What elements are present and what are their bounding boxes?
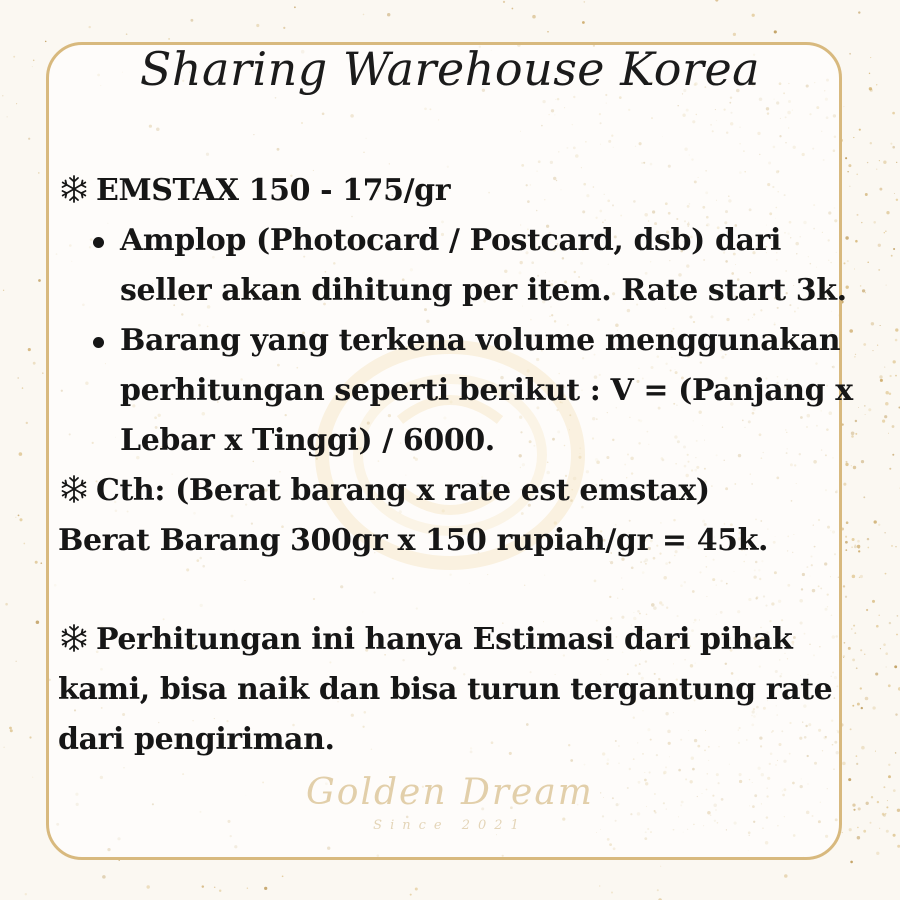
glitter-speck bbox=[885, 231, 886, 232]
glitter-speck bbox=[880, 325, 881, 326]
glitter-speck bbox=[892, 454, 894, 456]
glitter-speck bbox=[862, 289, 865, 292]
glitter-speck bbox=[860, 649, 862, 651]
glitter-speck bbox=[848, 164, 851, 167]
glitter-speck bbox=[885, 813, 886, 814]
glitter-speck bbox=[855, 433, 857, 435]
glitter-speck bbox=[17, 377, 19, 379]
glitter-speck bbox=[35, 561, 38, 564]
glitter-speck bbox=[889, 375, 891, 377]
glitter-speck bbox=[849, 186, 850, 187]
glitter-speck bbox=[843, 106, 844, 107]
glitter-speck bbox=[864, 654, 866, 656]
glitter-speck bbox=[611, 892, 613, 894]
glitter-speck bbox=[858, 407, 859, 408]
glitter-speck bbox=[853, 625, 855, 627]
glitter-speck bbox=[867, 162, 868, 163]
glitter-speck bbox=[886, 285, 887, 286]
spacer bbox=[58, 566, 848, 615]
glitter-speck bbox=[16, 103, 17, 104]
glitter-speck bbox=[547, 31, 549, 33]
glitter-speck bbox=[3, 747, 4, 748]
glitter-speck bbox=[28, 348, 31, 351]
glitter-speck bbox=[857, 214, 859, 216]
bullet-line: seller akan dihitung per item. Rate start 3k. bbox=[120, 273, 847, 308]
glitter-speck bbox=[856, 755, 858, 757]
rate-heading: EMSTAX 150 - 175/gr bbox=[96, 173, 451, 208]
glitter-speck bbox=[784, 874, 788, 878]
glitter-speck bbox=[9, 727, 12, 730]
rate-heading-row bbox=[58, 166, 848, 216]
glitter-speck bbox=[855, 354, 856, 355]
bullet-item bbox=[58, 216, 848, 316]
glitter-speck bbox=[387, 13, 390, 16]
glitter-speck bbox=[857, 703, 860, 706]
glitter-speck bbox=[42, 372, 44, 374]
glitter-speck bbox=[867, 262, 869, 264]
glitter-speck bbox=[886, 667, 887, 668]
glitter-speck bbox=[882, 813, 885, 816]
glitter-speck bbox=[851, 465, 852, 466]
brand-since: Since 2021 bbox=[373, 818, 527, 833]
glitter-speck bbox=[888, 764, 890, 766]
glitter-speck bbox=[888, 433, 889, 434]
glitter-speck bbox=[857, 545, 860, 548]
glitter-speck bbox=[875, 672, 878, 675]
glitter-speck bbox=[19, 518, 22, 521]
glitter-speck bbox=[294, 6, 296, 8]
glitter-speck bbox=[883, 643, 886, 646]
glitter-speck bbox=[895, 546, 896, 547]
glitter-speck bbox=[877, 345, 878, 346]
glitter-speck bbox=[851, 546, 853, 548]
glitter-speck bbox=[889, 468, 891, 470]
glitter-speck bbox=[889, 393, 892, 396]
glitter-speck bbox=[40, 562, 42, 564]
glitter-speck bbox=[893, 834, 896, 837]
glitter-speck bbox=[889, 622, 891, 624]
glitter-speck bbox=[867, 547, 869, 549]
glitter-speck bbox=[854, 269, 855, 270]
glitter-speck bbox=[895, 328, 898, 331]
glitter-speck bbox=[894, 665, 897, 668]
glitter-speck bbox=[532, 15, 536, 19]
glitter-speck bbox=[879, 188, 882, 191]
glitter-speck bbox=[882, 420, 885, 423]
glitter-speck bbox=[853, 466, 856, 469]
glitter-speck bbox=[866, 609, 868, 611]
glitter-speck bbox=[856, 173, 858, 175]
glitter-speck bbox=[851, 628, 852, 629]
glitter-speck bbox=[583, 1, 585, 3]
glitter-speck bbox=[859, 129, 861, 131]
glitter-speck bbox=[865, 292, 866, 293]
glitter-speck bbox=[894, 193, 895, 194]
glitter-speck bbox=[850, 861, 853, 864]
glitter-speck bbox=[896, 634, 898, 636]
glitter-speck bbox=[855, 240, 858, 243]
glitter-speck bbox=[283, 27, 285, 29]
glitter-speck bbox=[861, 746, 865, 750]
glitter-speck bbox=[858, 11, 860, 13]
glitter-speck bbox=[853, 137, 854, 138]
glitter-speck bbox=[26, 422, 28, 424]
glitter-speck bbox=[147, 885, 150, 888]
glitter-speck bbox=[849, 329, 853, 333]
glitter-speck bbox=[410, 894, 412, 896]
glitter-speck bbox=[219, 890, 221, 892]
glitter-speck bbox=[872, 706, 875, 709]
example-heading-row bbox=[58, 466, 848, 516]
glitter-speck bbox=[851, 432, 855, 436]
glitter-speck bbox=[415, 888, 418, 891]
glitter-speck bbox=[657, 889, 659, 891]
glitter-speck bbox=[15, 517, 16, 518]
glitter-speck bbox=[733, 33, 736, 36]
example-heading: Cth: (Berat barang x rate est emstax) bbox=[96, 473, 710, 508]
glitter-speck bbox=[885, 391, 888, 394]
glitter-speck bbox=[28, 138, 30, 140]
snowflake-icon bbox=[58, 622, 90, 654]
glitter-speck bbox=[888, 684, 891, 687]
glitter-speck bbox=[893, 360, 896, 363]
bullet-line: Amplop (Photocard / Postcard, dsb) dari bbox=[120, 223, 781, 258]
glitter-speck bbox=[896, 199, 898, 201]
bullet-line: Barang yang terkena volume menggunakan bbox=[120, 323, 841, 358]
glitter-speck bbox=[582, 21, 585, 24]
glitter-speck bbox=[860, 285, 862, 287]
glitter-speck bbox=[875, 751, 876, 752]
glitter-speck bbox=[865, 697, 869, 701]
glitter-speck bbox=[856, 763, 858, 765]
glitter-speck bbox=[16, 661, 17, 662]
bullet-line: perhitungan seperti berikut : V = (Panjang x bbox=[120, 373, 853, 408]
glitter-speck bbox=[878, 269, 880, 271]
glitter-speck bbox=[102, 875, 106, 879]
glitter-speck bbox=[885, 573, 887, 575]
glitter-speck bbox=[845, 157, 847, 159]
snowflake-icon bbox=[58, 473, 90, 505]
glitter-speck bbox=[25, 893, 27, 895]
glitter-speck bbox=[890, 143, 892, 145]
glitter-speck bbox=[503, 1, 505, 3]
bullet-item bbox=[58, 316, 853, 466]
glitter-speck bbox=[863, 496, 865, 498]
note-line: Perhitungan ini hanya Estimasi dari pihak bbox=[96, 622, 793, 657]
glitter-speck bbox=[876, 625, 879, 628]
glitter-speck bbox=[854, 545, 857, 548]
glitter-speck bbox=[852, 658, 855, 661]
glitter-speck bbox=[858, 550, 860, 552]
glitter-speck bbox=[884, 232, 885, 233]
glitter-speck bbox=[88, 26, 90, 28]
glitter-speck bbox=[33, 362, 36, 365]
glitter-speck bbox=[23, 543, 25, 545]
glitter-speck bbox=[896, 162, 897, 163]
glitter-speck bbox=[895, 713, 897, 715]
glitter-speck bbox=[880, 648, 881, 649]
glitter-speck bbox=[865, 193, 868, 196]
glitter-speck bbox=[892, 425, 895, 428]
glitter-speck bbox=[850, 728, 852, 730]
glitter-speck bbox=[126, 33, 128, 35]
glitter-speck bbox=[879, 375, 882, 378]
glitter-speck bbox=[264, 887, 267, 890]
glitter-speck bbox=[870, 142, 872, 144]
glitter-speck bbox=[19, 452, 23, 456]
page-title: Sharing Warehouse Korea bbox=[139, 42, 761, 96]
glitter-speck bbox=[852, 575, 856, 579]
glitter-speck bbox=[876, 169, 877, 170]
glitter-speck bbox=[872, 600, 875, 603]
glitter-speck bbox=[38, 279, 41, 282]
glitter-speck bbox=[865, 414, 866, 415]
glitter-speck bbox=[864, 405, 866, 407]
glitter-speck bbox=[715, 0, 718, 2]
glitter-speck bbox=[856, 667, 858, 669]
glitter-speck bbox=[599, 885, 600, 886]
bullet-dot bbox=[93, 337, 104, 348]
glitter-speck bbox=[22, 387, 23, 388]
brand-watermark: Golden Dream bbox=[306, 772, 594, 813]
glitter-speck bbox=[854, 632, 856, 634]
glitter-speck bbox=[168, 38, 170, 40]
snowflake-icon bbox=[58, 173, 90, 205]
glitter-speck bbox=[848, 647, 851, 650]
glitter-speck bbox=[884, 367, 885, 368]
glitter-speck bbox=[876, 852, 879, 855]
glitter-speck bbox=[861, 707, 863, 709]
glitter-speck bbox=[873, 350, 874, 351]
glitter-speck bbox=[857, 836, 860, 839]
glitter-speck bbox=[867, 538, 869, 540]
glitter-speck bbox=[873, 221, 876, 224]
glitter-speck bbox=[886, 211, 889, 214]
glitter-speck bbox=[851, 435, 854, 438]
glitter-speck bbox=[871, 322, 874, 325]
glitter-speck bbox=[36, 620, 40, 624]
info-content bbox=[58, 166, 853, 765]
glitter-speck bbox=[895, 752, 897, 754]
glitter-speck bbox=[878, 244, 881, 247]
note-row bbox=[58, 615, 848, 665]
glitter-speck bbox=[18, 515, 20, 517]
glitter-speck bbox=[885, 652, 888, 655]
glitter-speck bbox=[855, 420, 857, 422]
note-line: kami, bisa naik dan bisa turun tergantung rate bbox=[58, 672, 833, 707]
bullet-dot bbox=[93, 237, 104, 248]
glitter-speck bbox=[256, 24, 259, 27]
glitter-speck bbox=[884, 415, 887, 418]
glitter-speck bbox=[5, 603, 8, 606]
glitter-speck bbox=[879, 160, 880, 161]
glitter-speck bbox=[282, 875, 284, 877]
note-line: dari pengiriman. bbox=[58, 722, 335, 757]
glitter-speck bbox=[29, 736, 31, 738]
glitter-speck bbox=[852, 538, 855, 541]
glitter-speck bbox=[878, 615, 880, 617]
glitter-speck bbox=[860, 575, 863, 578]
glitter-speck bbox=[512, 8, 514, 10]
glitter-speck bbox=[878, 524, 880, 526]
example-calculation: Berat Barang 300gr x 150 rupiah/gr = 45k. bbox=[58, 523, 769, 558]
glitter-speck bbox=[214, 887, 215, 888]
glitter-speck bbox=[895, 339, 898, 342]
glitter-speck bbox=[660, 866, 661, 867]
glitter-speck bbox=[363, 14, 365, 16]
glitter-speck bbox=[892, 112, 895, 115]
glitter-speck bbox=[202, 885, 204, 887]
glitter-speck bbox=[891, 255, 893, 257]
glitter-speck bbox=[863, 343, 866, 346]
glitter-speck bbox=[852, 705, 854, 707]
glitter-speck bbox=[891, 545, 893, 547]
glitter-speck bbox=[883, 161, 886, 164]
glitter-speck bbox=[3, 290, 4, 291]
glitter-speck bbox=[7, 116, 8, 117]
glitter-speck bbox=[774, 30, 777, 33]
glitter-speck bbox=[857, 540, 860, 543]
glitter-speck bbox=[874, 520, 877, 523]
glitter-speck bbox=[860, 687, 862, 689]
glitter-speck bbox=[895, 375, 897, 377]
glitter-speck bbox=[880, 379, 883, 382]
glitter-speck bbox=[10, 729, 13, 732]
glitter-speck bbox=[868, 408, 871, 411]
glitter-speck bbox=[861, 460, 864, 463]
glitter-speck bbox=[893, 248, 895, 250]
glitter-speck bbox=[861, 222, 862, 223]
glitter-speck bbox=[854, 356, 856, 358]
glitter-speck bbox=[38, 172, 40, 174]
glitter-speck bbox=[897, 615, 899, 617]
glitter-speck bbox=[247, 887, 248, 888]
glitter-speck bbox=[190, 19, 193, 22]
glitter-speck bbox=[884, 532, 885, 533]
bullet-line: Lebar x Tinggi) / 6000. bbox=[120, 423, 495, 458]
glitter-speck bbox=[752, 14, 755, 17]
glitter-speck bbox=[885, 402, 889, 406]
glitter-speck bbox=[892, 146, 895, 149]
